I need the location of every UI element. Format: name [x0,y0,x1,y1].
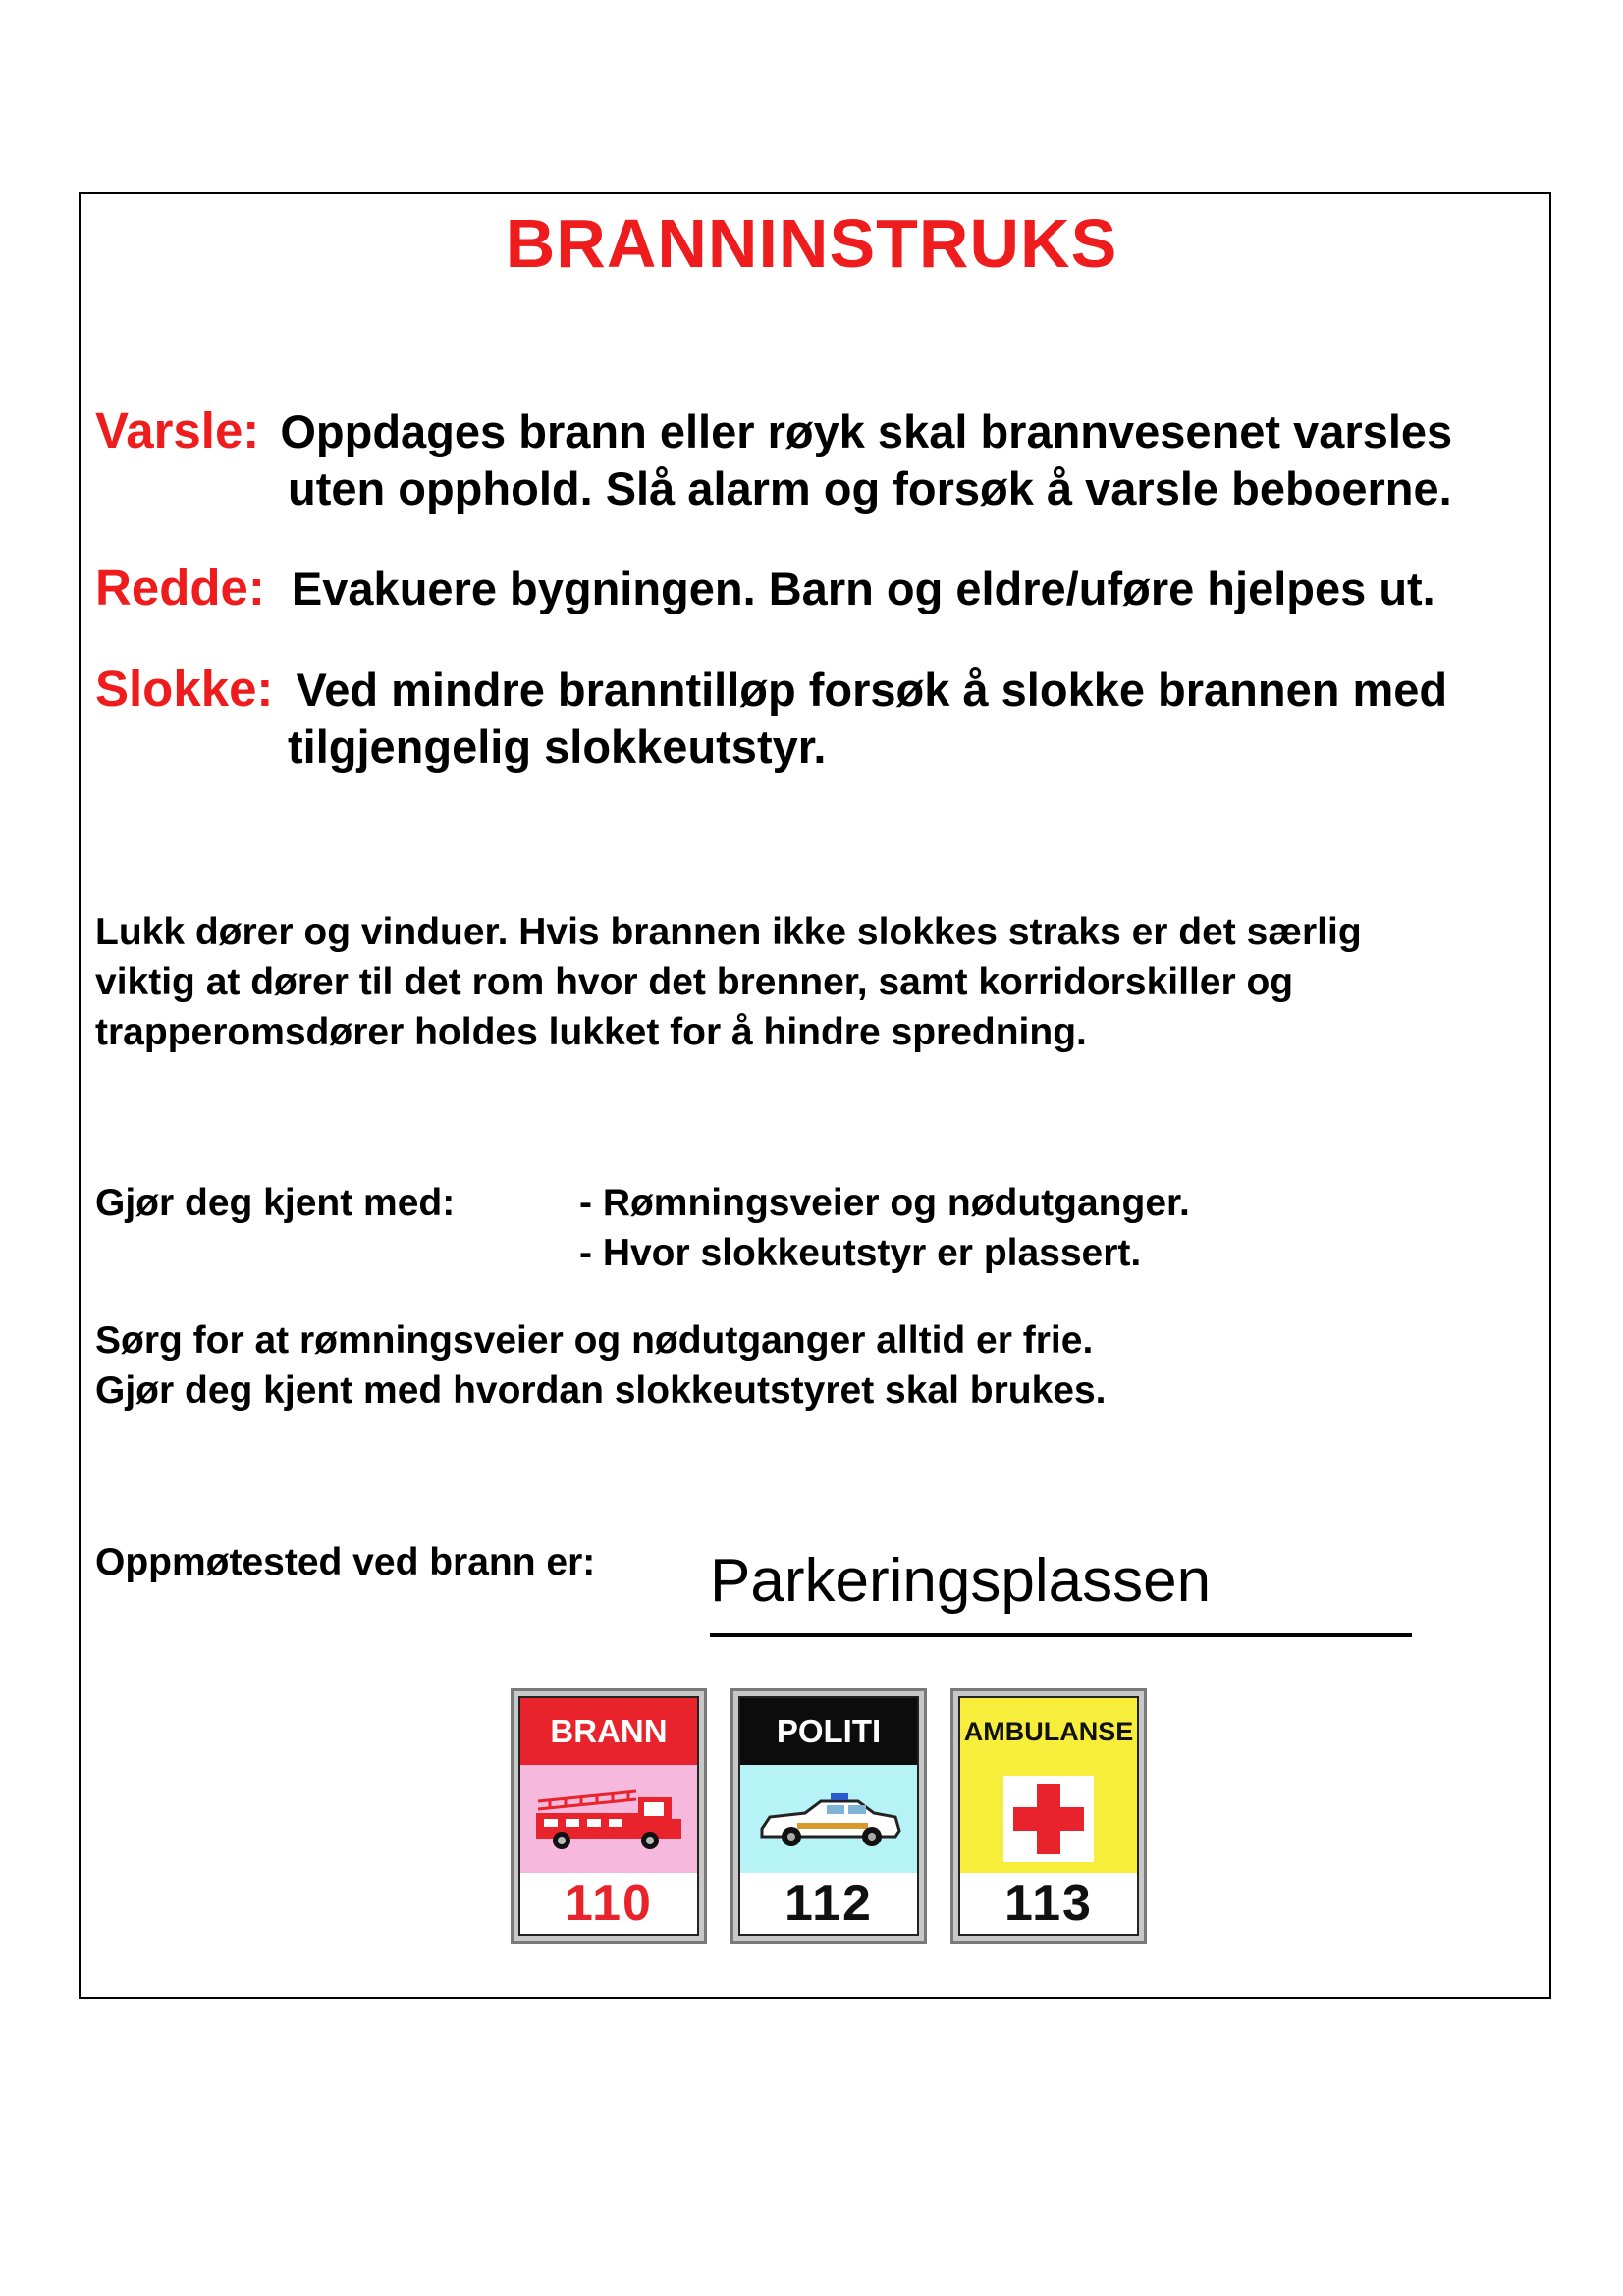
instruction-text: Oppdages brann eller røyk skal brannvesenet varsles [280,405,1453,457]
sign-ambulanse-number: 113 [960,1873,1137,1934]
kjent-label: Gjør deg kjent med: [95,1182,456,1224]
meeting-point-underline [710,1633,1412,1637]
reminder-line: Sørg for at rømningsveier og nødutganger alltid er frie. [95,1319,1094,1362]
sign-brann-number: 110 [520,1873,697,1934]
paragraph-line: Lukk dører og vinduer. Hvis brannen ikke slokkes straks er det særlig [95,911,1362,953]
sign-politi [730,1688,927,1944]
sign-brann-title: BRANN [520,1698,697,1765]
instruction-label: Redde: [95,560,265,615]
fire-truck-icon [528,1780,689,1858]
instruction-text: Ved mindre branntilløp forsøk å slokke brannen med [296,664,1448,716]
red-cross-icon [1000,1772,1098,1866]
reminders [95,1315,1107,1415]
meeting-point-label: Oppmøtested ved brann er: [95,1541,596,1583]
paragraph-line: viktig at dører til det rom hvor det brenner, samt korridorskiller og [95,961,1294,1003]
list-item: - Rømningsveier og nødutganger. [579,1182,1190,1224]
sign-ambulanse [950,1688,1147,1944]
sign-politi-picture [740,1765,917,1873]
instruction-text: Evakuere bygningen. Barn og eldre/uføre hjelpes ut. [291,562,1435,614]
meeting-point-value: Parkeringsplassen [710,1547,1212,1615]
police-car-icon [748,1780,909,1858]
instruction-redde [95,560,1435,617]
reminder-line: Gjør deg kjent med hvordan slokkeutstyret skal brukes. [95,1369,1107,1412]
instruction-varsle [95,402,1452,517]
instruction-label: Varsle: [95,402,260,458]
instruction-label: Slokke: [95,661,274,717]
list-item: - Hvor slokkeutstyr er plassert. [579,1232,1142,1274]
sign-politi-number: 112 [740,1873,917,1934]
instruction-text: uten opphold. Slå alarm og forsøk å varsle beboerne. [288,462,1452,514]
doors-paragraph [95,907,1362,1057]
sign-ambulanse-picture [960,1765,1137,1873]
kjent-list [579,1178,1190,1278]
page-title: BRANNINSTRUKS [505,205,1118,282]
sign-brann-picture [520,1765,697,1873]
paragraph-line: trapperomsdører holdes lukket for å hindre spredning. [95,1011,1087,1053]
sign-brann [511,1688,707,1944]
instruction-text: tilgjengelig slokkeutstyr. [288,721,827,773]
sign-politi-title: POLITI [740,1698,917,1765]
sign-ambulanse-title: AMBULANSE [960,1698,1137,1765]
instruction-slokke [95,661,1447,775]
